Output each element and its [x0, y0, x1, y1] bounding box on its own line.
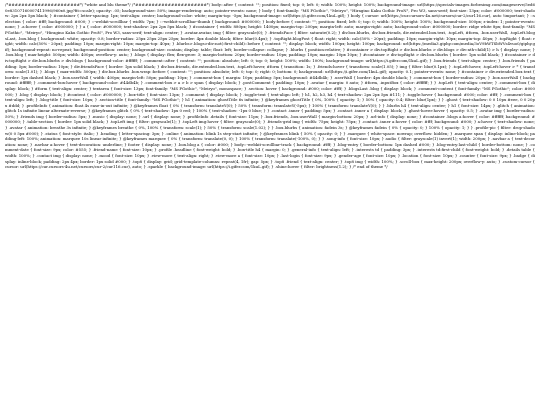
- css-code-text: /*######################*/ *white and blu theme*/ /*######################*/ body::after { content: ""; position: fixed; top: 0; left: 0; width: 100%; height: 100%; background-image: url(https://specials-images.forbesimg.com/imageserve/5ed60e83107160007411996/960x0.jpg?fit=scale); opacity: .05; background-size: 50%; image-rendering: auto; pointer-events: none; } body { font-family: "MS PGothic", "Meiryo", "Hiragino Kaku Gothic ProN", Pro W3, sans-serif; font-size: 13px; color: #000000; text-shadow: 2px 2px 5px black; } #container { letter-spacing: 1px; text-align: center; background-color: white; margin-top: -5px; background-image: url(https://i.gifer.com/1kuL.gif); } body { cursor: url(https://cur.cursors-4u.net/cursors/cur-2/cur116.cur), auto !important; } ::selection { color: #fff; background: #000; } ::-webkit-scrollbar { width: 7px; } ::-webkit-scrollbar-thumb { background: #000000; } body:before { content: ""; position: fixed; left: 0; top: 0; width: 100%; height: 100%; background-size: 500px; z-index: 1; pointer-events: none; } .a:hover { color: #000000; } } a { color: #000000; text-shadow: 2px 2px 5px black; } #container { width: 880px; height: 1400px; margin-top: 200px; margin-left: auto; margin-right: auto; background-color: #000000; border: ridge white 8px; font-family: "MS PGothic", "Meiryo", "Hiragino Kaku Gothic ProN", Pro W3, sans-serif; text-align: center; } .avatar.avatar, img { filter: grayscale(0); } .friendsFace { filter: saturate(0.2); } div.box.blurbs, div.box.friends, div.extended.box.text, .topLeft, #form, .box.userWall, .topLeft.blogsLast, .box.blog { background: white; opacity: 0.8; border-radius: 25px 25px 25px 25px; border: 4px double black; filter: blur(0.4px); } .topRight.blogPost { float: right; width: calc(50% - 20px); padding: 10px; margin-right: 10px; margin-top: 40px; } .topRight { float: right; width: calc(50% - 20px); padding: 10px; margin-right: 10px; margin-top: 40px; } .blurbs>.blogs>div:not(:first-child)::before { content: ""; display: block; width: 100px; height: 100px; background: url(https://media3.giphy.com/media/3oV9bWTSbWVs4vuo0/giphy.gif); background-repeat: no-repeat; background-position: center; background-size: contain; display: table; float: left; border-collapse: collapse; } .blurbs { position:relative; } #container > div.topRight > div.box.blurbs > div.blogs > div:nth-child(1) > h { display: none; } .box.blog { max-height: 500px; width: 400px; overflow-y: auto; } .blogs { display: flex; flex-grow: 3; margin-bottom: 20px; border-radius: 10px; padding: 10px; margin: 10px 10px; } #container > div.topRight > div.box.blurbs { border: 1px solid black; } #container > div.topRight > div.box.blurbs > div.blogs { background-color: #ffffff; } .comment::after { content: ""; position: absolute; left: 0; top: 0; height: 100%; width: 100%; background-image: url(https://i.gifer.com/1kuL.gif); } .box.friends { text-align: center; } .box.friends { padding: 5px; border-radius: 10px; } div.friendsFace { border: 1px solid black; } div.box.friends, div.extended.box.text, .topLeft:hover, #form { transition: 1s; } .friends:hover { transform: scale(1.05); } img { filter: blur(0.1px); } .topLeft:hover, .topLeft:hover > * { transform: scale(1.01); } .blogs { max-width: 500px; } div.box.blurbs .box.wrap::before { content: ""; position: absolute; left: 0; top: 0; right: 0; bottom: 0; background: url(https://i.gifer.com/1kuL.gif); opacity: 0.1; pointer-events: none; } #container > div.extended.box.text { border: 1px dashed black; } .box.userWall { width: 400px; margin-left: 50px; padding: 10px; } .comment-box { margin: 10px; padding: 5px; background: #44db4b; } .userWall { border: 4px double black; } .comment-box { border-radius: 20px; } .box.userWall { background: #ffffff; } .comment-box:hover { background-color: #44db4b; } .comment-box > a > b > span { display: block; } .postComment { padding: 10px; } .avatar { margin: 0 auto; } #form, .inputBox { color: #ffffff; } } .topLeft { text-align: center; } .comment-box { display: block; } #form { text-align: center; } textarea { font-size: 13px; font-family: "MS PGothic", "Meiryo", monospace; } .section: hover { background: #000; color: #fff; } .blogsLast .blog { display: block; } .comment-content { font-family: "MS PGothic"; color: #000000; } .blog { display: block; } #content { color: #000000; } .box-title { font-size: 13px; } .comment { display: block; } .toggle-text { text-align: left; } h1, h2, h3, h4 { text-shadow: 2px 2px 5px #111; } .toggle:hover { background: #000; color: #fff; } .comment-box { text-align: left; } .blog-title { font-size: 10px; } .section-title { font-family: "MS PGothic"; } h1 { animation: ghostTitle 6s infinite; } @keyframes ghostTitle { 0%, 100% { opacity: 1; } 50% { opacity: 0.4; filter: blur(1px); } } .ghost { text-shadow: 0 0 10px #eee, 0 0 20px #ddd; } .profileInfo { animation: float 4s ease-in-out infinite; } @keyframes float { 0% { transform: translateY(0); } 50% { transform: translateY(-5px); } 100% { transform: translateY(0); } } .blurbs h4 { text-align: center; } h1 { font-size: 14px; } .glitch { animation: glitch 1s infinite linear alternate-reverse; } @keyframes glitch { 0% { text-shadow: 1px 0 red; } 100% { text-shadow: -1px 0 blue; } } .contact .inner { padding: 5px; } .contact .inner a { display: block; } .ghost-hover:hover { opacity: 0.5; } .avatar img { border-radius: 50%; } .friends img { border-radius: 5px; } .music { display: none; } .url { display: none; } .profileInfo .details { font-size: 11px; } .box.friends, .box.userWall { margin-bottom: 20px; } .url-info { display: none; } #container .blogs a:hover { color: #ffffff; background: #000000; } .table-section { border: 1px solid black; } .topLeft img { filter: grayscale(1); } .topLeft img:hover { filter: grayscale(0); } .friends-grid img { width: 75px; height: 75px; } .contact .inner a:hover { color: #fff; background: #000; } a:hover { text-shadow: none; } .avatar { animation: breathe 3s infinite; } @keyframes breathe { 0%, 100% { transform: scale(1); } 50% { transform: scale(1.02); } } .box.blurbs { animation: fadein 3s; } @keyframes fadein { 0% { opacity: 0; } 100% { opacity: 1; } } .profile-pic { filter: drop-shadow(0 0 5px #000); } .status { font-style: italic; } .heading { letter-spacing: 3px; } .online { animation: blink 1s step-start infinite; } @keyframes blink { 50% { opacity: 0; } } .marquee { white-space: nowrap; overflow: hidden; } .marquee span { display: inline-block; padding-left: 100%; animation: marquee 10s linear infinite; } @keyframes marquee { 0% { transform: translate(0, 0); } 100% { transform: translate(-100%, 0); } } .song-info { font-size: 10px; } audio { filter: grayscale(1) invert(1); width: 200px; } .navbar a { text-decoration: none; } .navbar a:hover { text-decoration: underline; } footer { display: none; } .box.blog a { color: #000; } body::-webkit-scrollbar-track { background: #fff; } .blog-entry { border-bottom: 1px dashed #000; } .blog-entry:last-child { border-bottom: none; } .comment-date { font-size: 9px; color: #555; } .friend-name { font-size: 10px; } .profile .headline { font-weight: bold; } .box-title h4 { margin: 0; } .general-info { text-align: left; } .interests td { padding: 3px; } .interests td:first-child { font-weight: bold; } .details table { width: 100%; } .contact img { display: none; } .mood { font-size: 10px; } .view-more { text-align: right; } .view-more a { font-size: 10px; } .last-login { font-size: 9px; } .gender-age { font-size: 10px; } .location { font-size: 10px; } .counter { font-size: 9px; } .badge { display: inline-block; padding: 2px 4px; border: 1px solid #000; } .top8 { display: grid; grid-template-columns: repeat(4, 1fr); gap: 5px; } .top8 .friend { text-align: center; } .top8 img { width: 100%; } .scroll-box { max-height: 200px; overflow-y: auto; } .custom-cursor { cursor: url(https://cur.cursors-4u.net/cursors/cur-2/cur116.cur), auto; } .sparkle { background-image: url(https://i.gifer.com/1kuL.gif); } .shine:hover { filter: brightness(1.2); } /* end of theme */: [5, 2, 535, 170]
